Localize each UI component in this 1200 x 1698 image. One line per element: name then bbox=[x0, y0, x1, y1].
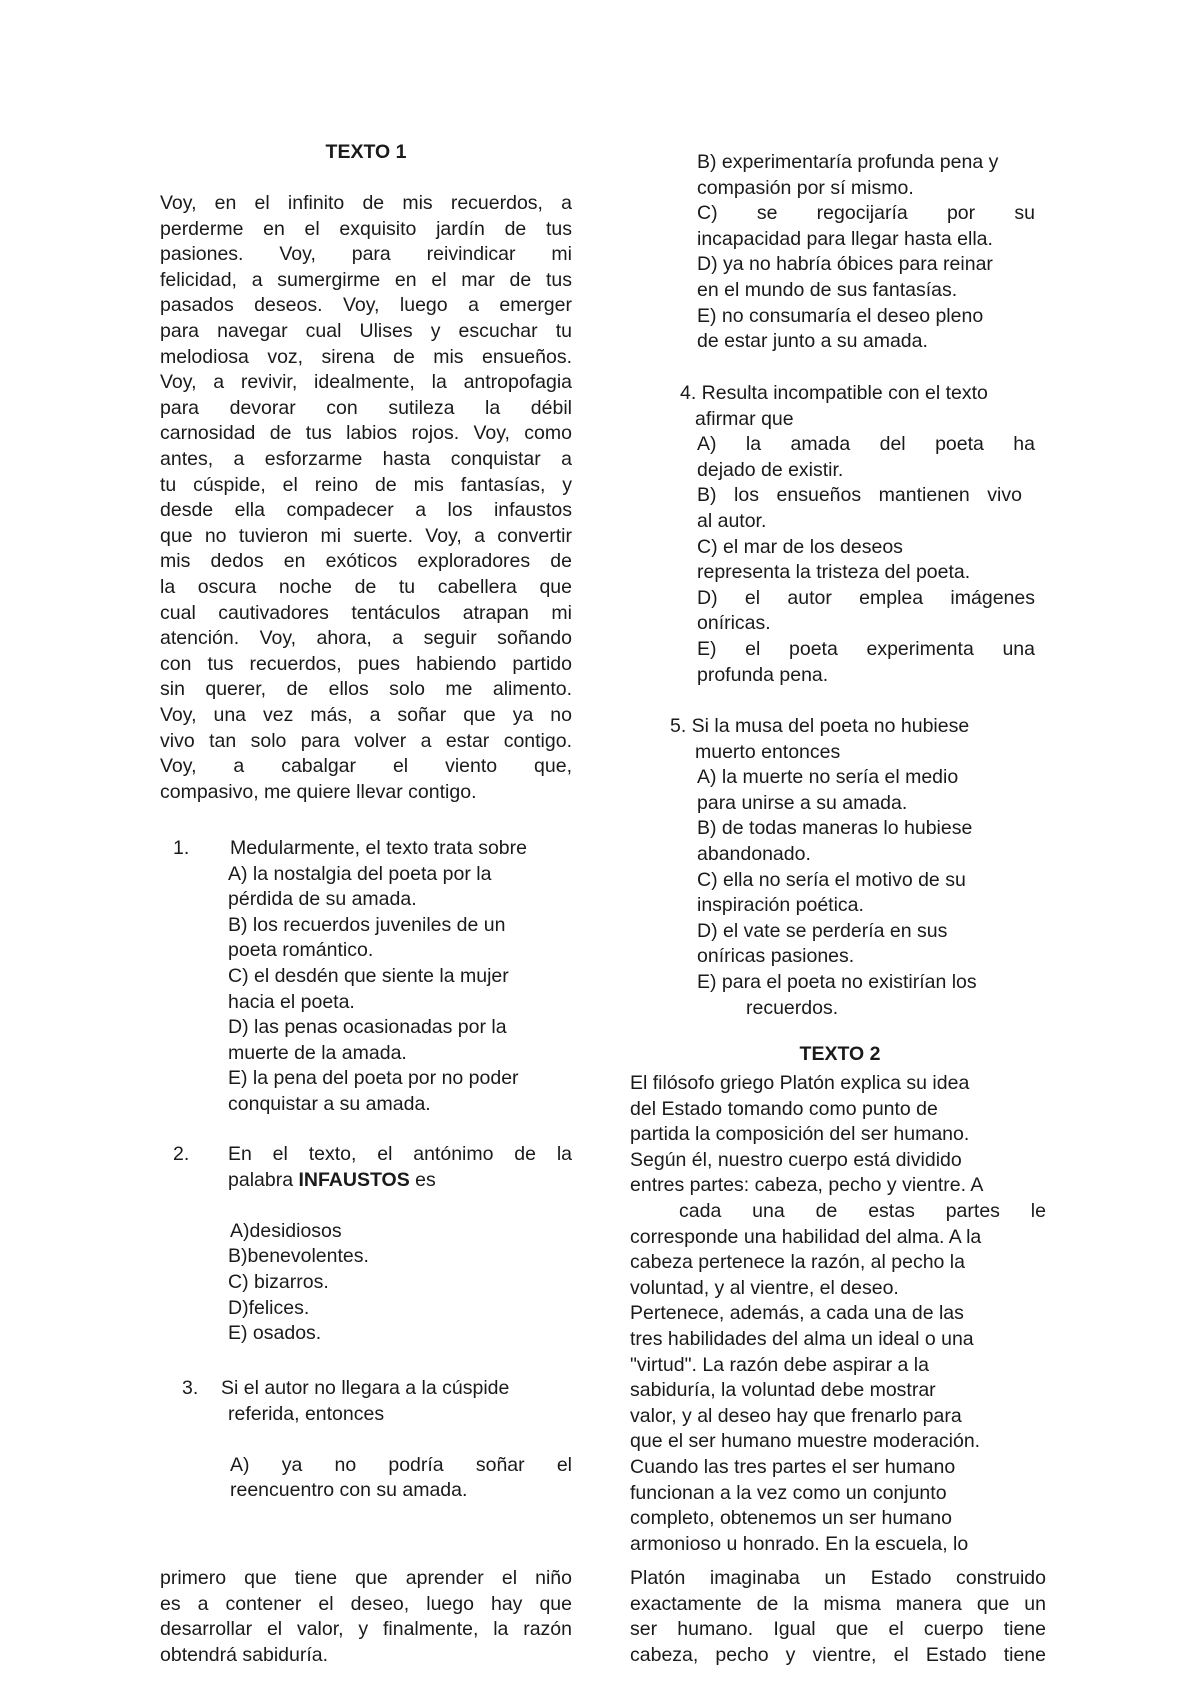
text-line: obtendrá sabiduría. bbox=[160, 1643, 329, 1666]
option-line: A) la amada del poeta ha bbox=[697, 433, 1035, 456]
text-line: Voy, a revivir, idealmente, la antropofagia bbox=[160, 371, 572, 394]
text-line: armonioso u honrado. En la escuela, lo bbox=[630, 1532, 969, 1555]
text-line: sabiduría, la voluntad debe mostrar bbox=[630, 1379, 936, 1402]
text-line: Pertenece, además, a cada una de las bbox=[630, 1302, 964, 1325]
text-line: tu cúspide, el reino de mis fantasías, y bbox=[160, 473, 572, 496]
option: C) bizarros. bbox=[228, 1271, 329, 1293]
option: B)benevolentes. bbox=[228, 1245, 369, 1268]
option-line: A) la muerte no sería el medio bbox=[697, 766, 959, 789]
text-line: Platón imaginaba un Estado construido bbox=[630, 1567, 1046, 1589]
question-stem-line2 bbox=[228, 1168, 436, 1194]
text-line: El filósofo griego Platón explica su idea bbox=[630, 1072, 970, 1094]
question-stem-line: afirmar que bbox=[695, 407, 794, 430]
text-line: pasiones. Voy, para reivindicar mi bbox=[160, 243, 572, 266]
text-line: antes, a esforzarme hasta conquistar a bbox=[160, 448, 572, 470]
option-line: muerte de la amada. bbox=[228, 1041, 407, 1064]
option: E) osados. bbox=[228, 1322, 322, 1345]
stem-prefix: palabra bbox=[228, 1168, 299, 1191]
text-line: valor, y al deseo hay que frenarlo para bbox=[630, 1404, 962, 1427]
option-line: dejado de existir. bbox=[697, 458, 844, 481]
question-stem-line: referida, entonces bbox=[228, 1402, 385, 1425]
option-line: E) la pena del poeta por no poder bbox=[228, 1067, 519, 1090]
option-line: hacia el poeta. bbox=[228, 990, 355, 1013]
text-line: Voy, una vez más, a soñar que ya no bbox=[160, 704, 572, 726]
option-line: B) los recuerdos juveniles de un bbox=[228, 913, 506, 936]
text-line: partida la composición del ser humano. bbox=[630, 1123, 970, 1146]
option-line: C) el desdén que siente la mujer bbox=[228, 965, 509, 987]
option-line: B) los ensueños mantienen vivo bbox=[697, 484, 1022, 507]
option-line: incapacidad para llegar hasta ella. bbox=[697, 227, 993, 250]
text-line: del Estado tomando como punto de bbox=[630, 1097, 938, 1120]
question-number: 2. bbox=[173, 1143, 190, 1165]
text-line: ser humano. Igual que el cuerpo tiene bbox=[630, 1618, 1046, 1641]
text-line: pasados deseos. Voy, luego a emerger bbox=[160, 294, 572, 317]
text-line: completo, obtenemos un ser humano bbox=[630, 1507, 952, 1530]
text-line: atención. Voy, ahora, a seguir soñando bbox=[160, 627, 572, 650]
option-line: D) las penas ocasionadas por la bbox=[228, 1016, 507, 1039]
option-line: representa la tristeza del poeta. bbox=[697, 561, 971, 584]
option-line: E) el poeta experimenta una bbox=[697, 638, 1035, 660]
text-line: Voy, en el infinito de mis recuerdos, a bbox=[160, 192, 572, 214]
text-line: Voy, a cabalgar el viento que, bbox=[160, 755, 572, 778]
text-line: cabeza, pecho y vientre, el Estado tiene bbox=[630, 1643, 1046, 1666]
text-line: que el ser humano muestre moderación. bbox=[630, 1430, 981, 1453]
question-stem-line: Si el autor no llegara a la cúspide bbox=[221, 1377, 510, 1399]
text-line: voluntad, y al vientre, el deseo. bbox=[630, 1276, 899, 1299]
keyword: INFAUSTOS bbox=[298, 1168, 410, 1191]
text-line: cabeza pertenece la razón, al pecho la bbox=[630, 1251, 965, 1274]
text-line: sin querer, de ellos solo me alimento. bbox=[160, 678, 572, 701]
option-line: conquistar a su amada. bbox=[228, 1093, 431, 1115]
text-line: es a contener el deseo, luego hay que bbox=[160, 1592, 572, 1615]
option-line: B) de todas maneras lo hubiese bbox=[697, 817, 973, 840]
option-line: para unirse a su amada. bbox=[697, 791, 908, 814]
option-line: E) no consumaría el deseo pleno bbox=[697, 304, 984, 327]
question-stem: Medularmente, el texto trata sobre bbox=[230, 837, 527, 859]
text-line: carnosidad de tus labios rojos. Voy, como bbox=[160, 422, 572, 445]
question-number: 3. bbox=[182, 1377, 199, 1399]
text-line: Según él, nuestro cuerpo está dividido bbox=[630, 1148, 962, 1171]
text-line: compasivo, me quiere llevar contigo. bbox=[160, 780, 477, 803]
text-line: Cuando las tres partes el ser humano bbox=[630, 1456, 956, 1478]
option-line: recuerdos. bbox=[746, 996, 839, 1019]
text-line: desarrollar el valor, y finalmente, la razón bbox=[160, 1618, 572, 1641]
option-line: A) la nostalgia del poeta por la bbox=[228, 862, 492, 885]
option-line: reencuentro con su amada. bbox=[230, 1479, 468, 1502]
option-line: poeta romántico. bbox=[228, 939, 374, 962]
text-line: felicidad, a sumergirme en el mar de tus bbox=[160, 268, 572, 291]
text-line: cada una de estas partes le bbox=[679, 1200, 1046, 1222]
question-stem-line: 5. Si la musa del poeta no hubiese bbox=[670, 715, 970, 737]
texto2-title: TEXTO 2 bbox=[799, 1043, 881, 1065]
text-line: vivo tan solo para volver a estar contigo. bbox=[160, 729, 572, 752]
text-line: melodiosa voz, sirena de mis ensueños. bbox=[160, 345, 572, 368]
text-line: para devorar con sutileza la débil bbox=[160, 396, 572, 419]
text-line: que no tuvieron mi suerte. Voy, a convertir bbox=[160, 524, 572, 547]
option-line: de estar junto a su amada. bbox=[697, 330, 928, 353]
text-line: funcionan a la vez como un conjunto bbox=[630, 1481, 947, 1504]
option-line: D) ya no habría óbices para reinar bbox=[697, 253, 993, 276]
text-line: primero que tiene que aprender el niño bbox=[160, 1567, 572, 1589]
option: D)felices. bbox=[228, 1296, 310, 1319]
option-line: B) experimentaría profunda pena y bbox=[697, 151, 999, 173]
option-line: abandonado. bbox=[697, 843, 811, 865]
option-line: D) el vate se perdería en sus bbox=[697, 919, 948, 942]
text-line: tres habilidades del alma un ideal o una bbox=[630, 1328, 974, 1350]
stem-suffix: es bbox=[409, 1168, 436, 1191]
option-line: D) el autor emplea imágenes bbox=[697, 586, 1035, 609]
text-line: corresponde una habilidad del alma. A la bbox=[630, 1225, 982, 1248]
text-line: "virtud". La razón debe aspirar a la bbox=[630, 1353, 929, 1376]
text-line: mis dedos en exóticos exploradores de bbox=[160, 550, 572, 573]
option-line: al autor. bbox=[697, 510, 767, 532]
option-line: profunda pena. bbox=[697, 663, 829, 686]
option: A)desidiosos bbox=[230, 1219, 342, 1242]
option-line: compasión por sí mismo. bbox=[697, 176, 914, 199]
text-line: entres partes: cabeza, pecho y vientre. A bbox=[630, 1174, 984, 1197]
option-line: C) el mar de los deseos bbox=[697, 535, 903, 558]
question-stem-line: 4. Resulta incompatible con el texto bbox=[680, 382, 988, 404]
option-line: oníricas. bbox=[697, 612, 771, 635]
option-line: C) ella no sería el motivo de su bbox=[697, 868, 966, 891]
option-line: en el mundo de sus fantasías. bbox=[697, 279, 958, 301]
question-stem-line: muerto entonces bbox=[695, 740, 841, 763]
option-line: inspiración poética. bbox=[697, 894, 864, 917]
text-line: cual cautivadores tentáculos atrapan mi bbox=[160, 601, 572, 624]
option-line: pérdida de su amada. bbox=[228, 888, 417, 911]
option-line: E) para el poeta no existirían los bbox=[697, 971, 977, 993]
option-line: A) ya no podría soñar el bbox=[230, 1453, 572, 1476]
text-line: exactamente de la misma manera que un bbox=[630, 1592, 1046, 1615]
option-line: C) se regocijaría por su bbox=[697, 202, 1035, 225]
question-number: 1. bbox=[173, 837, 190, 859]
texto1-title: TEXTO 1 bbox=[325, 141, 407, 163]
option-line: oníricas pasiones. bbox=[697, 945, 855, 968]
text-line: con tus recuerdos, pues habiendo partido bbox=[160, 652, 572, 675]
text-line: desde ella compadecer a los infaustos bbox=[160, 499, 572, 522]
text-line: para navegar cual Ulises y escuchar tu bbox=[160, 320, 572, 342]
question-stem: En el texto, el antónimo de la bbox=[228, 1143, 572, 1165]
text-line: la oscura noche de tu cabellera que bbox=[160, 576, 572, 598]
text-line: perderme en el exquisito jardín de tus bbox=[160, 217, 572, 240]
